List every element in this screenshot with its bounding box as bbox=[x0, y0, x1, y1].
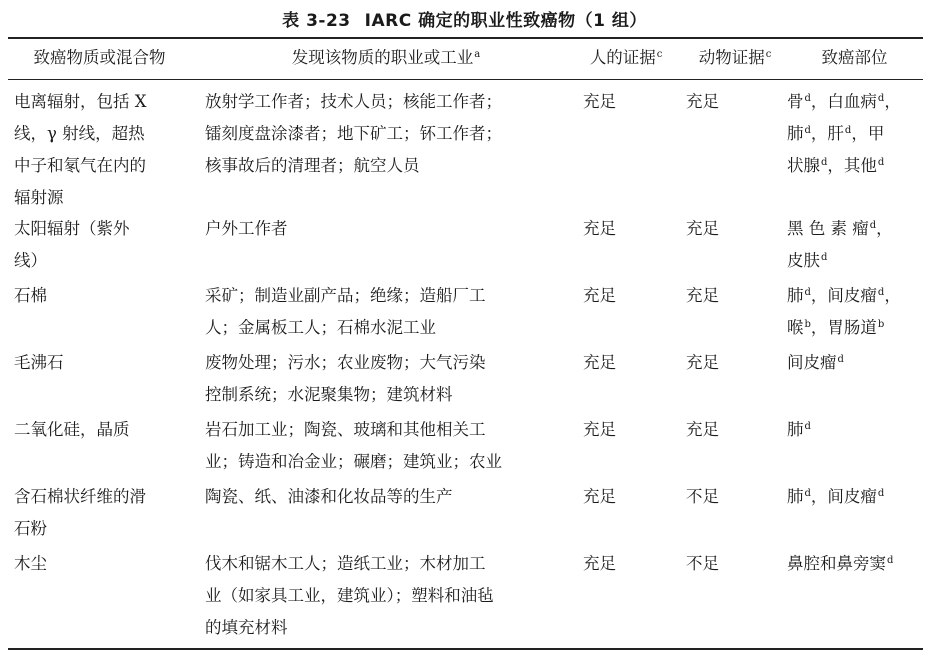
cell-cancer-site bbox=[787, 414, 923, 446]
cell-agent-line: 线） bbox=[14, 251, 47, 270]
cell-occupation-line: 控制系统；水泥聚集物；建筑材料 bbox=[205, 385, 453, 404]
table-title: IARC 确定的职业性致癌物（1 组） bbox=[364, 11, 647, 31]
footnote-mark: d bbox=[821, 251, 828, 263]
cell-cancer-site-line bbox=[787, 150, 923, 182]
top-rule bbox=[8, 37, 923, 39]
cell-occupation bbox=[205, 414, 567, 478]
cell-human-evidence: 充足 bbox=[583, 487, 616, 506]
cell-cancer-site bbox=[787, 280, 923, 344]
cell-occupation-line: 放射学工作者；技术人员；核能工作者； bbox=[205, 92, 502, 111]
cell-agent bbox=[14, 481, 186, 545]
site-text: ，白血病 bbox=[810, 92, 877, 111]
cell-cancer-site bbox=[787, 548, 923, 580]
site-text: ，肝 bbox=[810, 124, 844, 143]
footnote-mark: d bbox=[837, 353, 844, 365]
cell-animal-evidence: 不足 bbox=[686, 554, 719, 573]
cell-cancer-site bbox=[787, 213, 923, 277]
cell-cancer-site-line bbox=[787, 245, 923, 277]
cell-agent-line: 线，γ 射线，超热 bbox=[14, 124, 145, 143]
cell-agent-line: 中子和氡气在内的 bbox=[14, 156, 146, 175]
cell-agent-line: 毛沸石 bbox=[14, 353, 64, 372]
table-number: 表 3-23 bbox=[282, 11, 351, 31]
header-rule bbox=[8, 79, 923, 80]
site-text: 肺 bbox=[787, 124, 804, 143]
cell-occupation-line: 人；金属板工人；石棉水泥工业 bbox=[205, 318, 436, 337]
cell-cancer-site-line bbox=[787, 414, 923, 446]
cell-occupation bbox=[205, 280, 567, 344]
site-text: ，间皮瘤 bbox=[810, 487, 877, 506]
site-text: 间皮瘤 bbox=[787, 353, 837, 372]
cell-occupation-line: 业（如家具工业，建筑业）；塑料和油毡 bbox=[205, 586, 494, 605]
site-text: 肺 bbox=[787, 286, 804, 305]
cell-human-evidence: 充足 bbox=[583, 420, 616, 439]
cell-occupation-line: 陶瓷、纸、油漆和化妆品等的生产 bbox=[205, 487, 453, 506]
header-animal-evidence: 动物证据$^c$ bbox=[698, 48, 772, 67]
cell-agent bbox=[14, 548, 186, 580]
cell-cancer-site bbox=[787, 347, 923, 379]
cell-occupation-line: 废物处理；污水；农业废物；大气污染 bbox=[205, 353, 486, 372]
cell-cancer-site-line bbox=[787, 213, 923, 245]
site-text: 黑 色 素 瘤 bbox=[787, 219, 869, 238]
cell-agent bbox=[14, 414, 186, 446]
cell-human-evidence: 充足 bbox=[583, 92, 616, 111]
cell-agent-line: 辐射源 bbox=[14, 188, 64, 207]
site-text: 状腺 bbox=[787, 156, 820, 175]
cell-agent bbox=[14, 347, 186, 379]
cell-occupation bbox=[205, 481, 567, 513]
cell-occupation-line: 伐木和锯木工人；造纸工业；木材加工 bbox=[205, 554, 486, 573]
cell-occupation-line: 核事故后的清理者；航空人员 bbox=[205, 156, 420, 175]
cell-occupation bbox=[205, 347, 567, 411]
header-human-evidence: 人的证据$^c$ bbox=[589, 48, 663, 67]
site-text: ，其他 bbox=[827, 156, 877, 175]
cell-cancer-site-line bbox=[787, 280, 923, 312]
footnote-mark: d bbox=[844, 124, 852, 136]
cell-agent-line: 石粉 bbox=[14, 519, 47, 538]
cell-occupation-line: 岩石加工业；陶瓷、玻璃和其他相关工 bbox=[205, 420, 486, 439]
cell-occupation bbox=[205, 548, 567, 644]
cell-human-evidence: 充足 bbox=[583, 554, 616, 573]
site-text: 骨 bbox=[787, 92, 804, 111]
cell-agent-line: 太阳辐射（紫外 bbox=[14, 219, 130, 238]
footnote-mark: d bbox=[887, 554, 894, 566]
cell-agent-line: 电离辐射，包括 X bbox=[14, 92, 147, 111]
cell-occupation-line: 采矿；制造业副产品；绝缘；造船厂工 bbox=[205, 286, 486, 305]
footnote-mark: d bbox=[804, 420, 811, 432]
cell-cancer-site bbox=[787, 86, 923, 182]
site-text: 鼻腔和鼻旁窦 bbox=[787, 554, 886, 573]
header-occupation: 发现该物质的职业或工业$^a$ bbox=[291, 48, 481, 67]
site-text: 喉 bbox=[787, 318, 804, 337]
footnote-mark: d bbox=[877, 92, 885, 104]
cell-cancer-site-line bbox=[787, 347, 923, 379]
site-text: 肺 bbox=[787, 487, 804, 506]
cell-cancer-site-line bbox=[787, 118, 923, 150]
site-text: ， bbox=[884, 286, 901, 305]
cell-agent-line: 石棉 bbox=[14, 286, 47, 305]
site-text: 皮肤 bbox=[787, 251, 820, 270]
bottom-rule bbox=[8, 648, 923, 650]
cell-human-evidence: 充足 bbox=[583, 286, 616, 305]
cell-cancer-site-line bbox=[787, 481, 923, 513]
cell-agent-line: 二氧化硅，晶质 bbox=[14, 420, 130, 439]
cell-animal-evidence: 充足 bbox=[686, 353, 719, 372]
cell-cancer-site bbox=[787, 481, 923, 513]
footnote-mark: d bbox=[877, 286, 885, 298]
cell-animal-evidence: 充足 bbox=[686, 286, 719, 305]
footnote-mark: b bbox=[877, 318, 885, 330]
site-text: ，甲 bbox=[851, 124, 885, 143]
header-cancer-site: 致癌部位 bbox=[821, 48, 888, 67]
cell-agent bbox=[14, 213, 186, 277]
cell-animal-evidence: 不足 bbox=[686, 487, 719, 506]
cell-animal-evidence: 充足 bbox=[686, 219, 719, 238]
cell-human-evidence: 充足 bbox=[583, 219, 616, 238]
site-text: ， bbox=[884, 92, 901, 111]
cell-occupation bbox=[205, 213, 567, 245]
cell-human-evidence: 充足 bbox=[583, 353, 616, 372]
footnote-mark: d bbox=[821, 156, 828, 168]
cell-animal-evidence: 充足 bbox=[686, 92, 719, 111]
cell-cancer-site-line bbox=[787, 86, 923, 118]
cell-agent-line: 木尘 bbox=[14, 554, 47, 573]
footnote-mark: b bbox=[804, 318, 811, 330]
footnote-mark: d bbox=[804, 487, 811, 499]
cell-cancer-site-line bbox=[787, 312, 923, 344]
cell-agent-line: 含石棉状纤维的滑 bbox=[14, 487, 146, 506]
footnote-mark: d bbox=[877, 156, 885, 168]
cell-agent bbox=[14, 280, 186, 312]
cell-occupation-line: 户外工作者 bbox=[205, 219, 288, 238]
cell-agent bbox=[14, 86, 186, 214]
footnote-mark: d bbox=[869, 219, 877, 231]
cell-occupation-line: 的填充材料 bbox=[205, 618, 288, 637]
header-agent: 致癌物质或混合物 bbox=[33, 48, 166, 67]
footnote-mark: d bbox=[877, 487, 885, 499]
cell-occupation bbox=[205, 86, 567, 182]
footnote-mark: d bbox=[804, 92, 811, 104]
footnote-mark: d bbox=[804, 124, 811, 136]
site-text: ，间皮瘤 bbox=[810, 286, 877, 305]
site-text: 肺 bbox=[787, 420, 804, 439]
site-text: ，胃肠道 bbox=[810, 318, 877, 337]
table-caption bbox=[0, 6, 929, 31]
cell-occupation-line: 镭刻度盘涂漆者；地下矿工；钚工作者； bbox=[205, 124, 502, 143]
cell-occupation-line: 业；铸造和冶金业；碾磨；建筑业；农业 bbox=[205, 452, 502, 471]
cell-animal-evidence: 充足 bbox=[686, 420, 719, 439]
site-text: ， bbox=[876, 219, 893, 238]
footnote-mark: d bbox=[804, 286, 811, 298]
cell-cancer-site-line bbox=[787, 548, 923, 580]
